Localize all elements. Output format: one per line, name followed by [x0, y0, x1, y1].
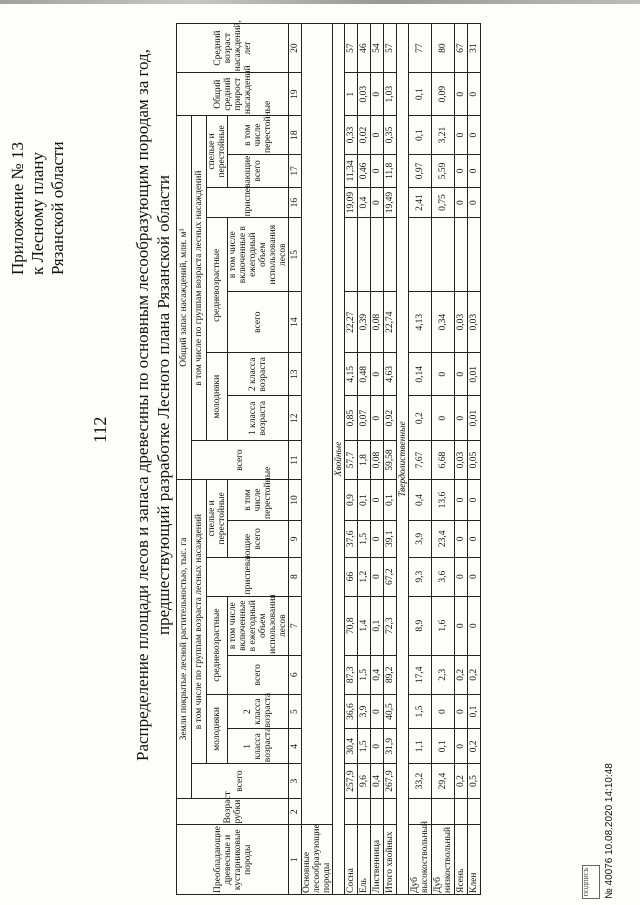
footer-registration — [604, 763, 615, 899]
table-cell: 31,9 — [384, 729, 397, 764]
table-cell: 0 — [468, 187, 481, 218]
header-stock-class1: 1 класса возраста — [228, 396, 289, 441]
table-cell: 0,4 — [358, 187, 371, 218]
table-cell: 0,2 — [455, 764, 468, 799]
table-cell: 1,5 — [358, 655, 371, 694]
header-area-middle-incl: в том числе включенные в ежегодный объем использования лесов — [228, 594, 288, 654]
table-row — [409, 24, 432, 895]
header-growth: Общий средний прирост насаждений — [177, 73, 289, 116]
table-cell: 0,85 — [345, 396, 358, 441]
table-cell: 4,15 — [345, 353, 358, 396]
table-cell: 36,6 — [345, 694, 358, 729]
table-cell: 9,6 — [358, 764, 371, 799]
table-row — [432, 24, 455, 895]
table-cell: 1,2 — [358, 557, 371, 596]
table-cell: 3,9 — [358, 694, 371, 729]
table-cell: 19,09 — [345, 187, 358, 218]
table-cell: 1,1 — [409, 729, 432, 764]
table-row — [358, 24, 371, 895]
table-cell: 0 — [371, 155, 384, 188]
table-cell: 57,7 — [345, 441, 358, 480]
table-cell: 0 — [455, 729, 468, 764]
table-cell: 57 — [384, 24, 397, 73]
col-num: 13 — [289, 353, 302, 396]
col-num: 18 — [289, 116, 302, 155]
table-cell: 0 — [371, 396, 384, 441]
header-stock-total: всего — [192, 441, 289, 480]
header-stock-middle-incl: в том числе включенные в ежегодный объем использования лесов — [228, 218, 289, 292]
table-cell: 0 — [371, 480, 384, 521]
col-num: 11 — [289, 441, 302, 480]
table-cell: 40,5 — [384, 694, 397, 729]
table-cell: 67,2 — [384, 557, 397, 596]
table-cell: 1,8 — [358, 441, 371, 480]
table-cell: 0 — [468, 596, 481, 655]
footer-mark: № — [604, 888, 615, 899]
footer-text: 40076 10.08.2020 14:10:48 — [604, 763, 615, 886]
table-cell: 22,74 — [384, 291, 397, 352]
table-cell: 0 — [455, 73, 468, 116]
header-area-middle-total: всего — [228, 655, 289, 694]
table-body — [302, 24, 481, 895]
table-cell: 0 — [371, 520, 384, 557]
table-cell: 0,9 — [345, 480, 358, 521]
table-cell: 3,6 — [432, 557, 455, 596]
table-cell: 1 — [345, 73, 358, 116]
table-cell: 72,3 — [384, 596, 397, 655]
cut-age — [432, 798, 455, 825]
species-name: Ясень — [455, 825, 468, 895]
table-cell: 0,07 — [358, 396, 371, 441]
header-area-mature-over: в том числе перестойные — [228, 480, 289, 521]
table-cell: 46 — [358, 24, 371, 73]
table-cell: 0,97 — [409, 155, 432, 188]
header-stock-sub: в том числе по группам возраста лесных насаждений — [192, 116, 207, 441]
table-cell: 70,8 — [345, 596, 358, 655]
col-num: 3 — [289, 764, 302, 799]
col-num: 2 — [289, 798, 302, 825]
col-num: 7 — [289, 596, 302, 655]
col-num: 16 — [289, 187, 302, 218]
table-cell: 0,4 — [371, 764, 384, 799]
table-cell: 0 — [455, 353, 468, 396]
table-cell: 57 — [345, 24, 358, 73]
table-cell: 1,4 — [358, 596, 371, 655]
species-name: Ель — [358, 825, 371, 895]
cut-age — [371, 798, 384, 825]
table-cell: 30,4 — [345, 729, 358, 764]
section-hardwood: Твердолиственные — [397, 24, 409, 895]
table-cell: 0,92 — [384, 396, 397, 441]
table-cell: 0,1 — [409, 73, 432, 116]
table-cell: 8,9 — [409, 596, 432, 655]
table-cell: 0,05 — [468, 441, 481, 480]
header-area-young: молодняки — [207, 694, 228, 764]
table-cell: 0,39 — [358, 291, 371, 352]
col-num: 17 — [289, 155, 302, 188]
col-num: 15 — [289, 218, 302, 292]
table-cell: 0,4 — [371, 655, 384, 694]
table-cell: 0,03 — [455, 441, 468, 480]
header-age: Возраст рубки — [177, 798, 289, 825]
table-cell: 0 — [371, 353, 384, 396]
species-name: Сосна — [345, 825, 358, 895]
header-stock-middle: средневозрастные — [207, 218, 228, 353]
table-cell: 67 — [455, 24, 468, 73]
table-cell: 89,2 — [384, 655, 397, 694]
table-cell: 6,68 — [432, 441, 455, 480]
table-cell: 0 — [455, 396, 468, 441]
table-cell: 0 — [455, 480, 468, 521]
table-cell — [358, 218, 371, 292]
col-num: 14 — [289, 291, 302, 352]
table-row — [455, 24, 468, 895]
table-cell: 0,4 — [409, 480, 432, 521]
table-cell: 0 — [468, 73, 481, 116]
table-row — [384, 24, 397, 895]
table-cell — [371, 218, 384, 292]
col-num: 19 — [289, 73, 302, 116]
species-name: Клен — [468, 825, 481, 895]
table-cell: 0,2 — [468, 655, 481, 694]
title-line1: Распределение площади лесов и запаса древесины по основным лесообразующим породам за год, — [133, 49, 152, 761]
header-area-class1: 1 класса возраста — [228, 729, 289, 764]
header-area-sub: в том числе по группам возраста лесных насаждений — [192, 480, 207, 764]
header-mean-age: Средний возраст насаждений, лет — [177, 24, 289, 73]
table-cell: 0 — [468, 520, 481, 557]
cut-age — [468, 798, 481, 825]
table-cell: 0,34 — [432, 291, 455, 352]
table-cell: 22,27 — [345, 291, 358, 352]
table-cell: 5,59 — [432, 155, 455, 188]
table-cell: 0 — [468, 155, 481, 188]
header-stock-class2: 2 класса возраста — [228, 353, 289, 396]
stamp-text: ПОДПИСЬ — [584, 867, 590, 897]
header-area-middle: средневозрастные — [207, 596, 228, 694]
header-stock-mature: спелые и перестойные — [207, 116, 228, 188]
table-cell: 0,01 — [468, 396, 481, 441]
cut-age — [455, 798, 468, 825]
table-cell — [345, 218, 358, 292]
table-cell: 4,63 — [384, 353, 397, 396]
table-cell: 0 — [432, 694, 455, 729]
table-cell: 11,34 — [345, 155, 358, 188]
col-num: 5 — [289, 694, 302, 729]
table-cell: 29,4 — [432, 764, 455, 799]
table-cell: 0,2 — [468, 729, 481, 764]
table-cell: 0,1 — [432, 729, 455, 764]
table-cell: 2,3 — [432, 655, 455, 694]
table-cell: 80 — [432, 24, 455, 73]
table-cell: 0 — [432, 353, 455, 396]
cut-age — [358, 798, 371, 825]
table-cell: 0,46 — [358, 155, 371, 188]
appendix-line1: Приложение № 13 — [8, 142, 27, 275]
header-stock-ripening: приспевающие — [207, 187, 289, 218]
table-cell: 0,1 — [468, 694, 481, 729]
table-cell: 0 — [455, 520, 468, 557]
table-cell: 0,03 — [455, 291, 468, 352]
table-cell: 0,48 — [358, 353, 371, 396]
table-cell: 0,1 — [371, 596, 384, 655]
table-row — [345, 24, 358, 895]
table-cell: 0 — [455, 694, 468, 729]
table-cell: 0,08 — [371, 291, 384, 352]
table-cell: 0 — [371, 694, 384, 729]
table-cell: 77 — [409, 24, 432, 73]
table-cell: 0,14 — [409, 353, 432, 396]
table-cell: 0 — [455, 187, 468, 218]
table-cell: 0 — [468, 116, 481, 155]
table-cell: 0,09 — [432, 73, 455, 116]
table-cell: 0 — [455, 557, 468, 596]
table-cell: 0 — [432, 396, 455, 441]
table-cell: 54 — [371, 24, 384, 73]
table-cell: 0,01 — [468, 353, 481, 396]
table-cell: 0 — [371, 73, 384, 116]
species-name: Итого хвойных — [384, 825, 397, 895]
table-cell: 4,13 — [409, 291, 432, 352]
table-cell: 59,58 — [384, 441, 397, 480]
table-cell: 0 — [371, 116, 384, 155]
title-line2: предшествующий разработке Лесного плана Рязанской области — [154, 174, 173, 636]
main-species-row — [302, 24, 333, 895]
table-cell: 3,9 — [409, 520, 432, 557]
table-cell: 0 — [455, 596, 468, 655]
header-stock-middle-total: всего — [228, 291, 289, 352]
table-cell: 0 — [371, 729, 384, 764]
table-cell: 13,6 — [432, 480, 455, 521]
table-cell: 39,1 — [384, 520, 397, 557]
appendix-line2: к Лесному плану — [28, 152, 47, 275]
table-cell: 0,33 — [345, 116, 358, 155]
col-num: 6 — [289, 655, 302, 694]
table-cell: 0,03 — [358, 73, 371, 116]
section-row — [397, 24, 409, 895]
table-cell: 0,1 — [384, 480, 397, 521]
table-cell: 9,3 — [409, 557, 432, 596]
header-stock-mature-over: в том числе перестойные — [228, 116, 289, 155]
main-species-label: Основные лесообразующие породы — [302, 824, 332, 893]
header-area-class2: 2 класса возраста — [228, 694, 289, 729]
table-cell: 0,2 — [455, 655, 468, 694]
table-cell: 0,2 — [409, 396, 432, 441]
table-cell: 66 — [345, 557, 358, 596]
col-num: 9 — [289, 520, 302, 557]
col-num: 1 — [289, 825, 302, 895]
table-cell: 1,5 — [358, 729, 371, 764]
table-cell: 31 — [468, 24, 481, 73]
cut-age — [345, 798, 358, 825]
table-cell: 257,9 — [345, 764, 358, 799]
table-cell: 87,3 — [345, 655, 358, 694]
species-name: Дуб высокоствольный — [410, 821, 430, 893]
page-number: 112 — [90, 416, 110, 443]
col-num: 4 — [289, 729, 302, 764]
table-cell: 17,4 — [409, 655, 432, 694]
table-cell: 0,1 — [358, 480, 371, 521]
header-species: Преобладающие древесные и кустарниковые породы — [177, 825, 289, 895]
col-num: 8 — [289, 557, 302, 596]
col-num: 20 — [289, 24, 302, 73]
header-area-group: Земли покрытые лесной растительностью, тыс. га — [177, 480, 192, 799]
header-stock-group: Общий запас насаждений, млн. м³ — [177, 116, 192, 480]
table-cell: 0,08 — [371, 441, 384, 480]
header-stock-mature-total: всего — [228, 155, 289, 188]
table-cell: 1,5 — [358, 520, 371, 557]
table-cell — [432, 218, 455, 292]
table-cell: 0,5 — [468, 764, 481, 799]
document-title — [132, 25, 174, 785]
section-row — [333, 24, 345, 895]
table-cell: 0 — [468, 480, 481, 521]
table-cell: 0 — [371, 187, 384, 218]
table-cell: 37,6 — [345, 520, 358, 557]
table-row — [371, 24, 384, 895]
table-cell: 19,49 — [384, 187, 397, 218]
table-cell: 0 — [455, 155, 468, 188]
table-cell: 3,21 — [432, 116, 455, 155]
table-cell: 0,75 — [432, 187, 455, 218]
main-species-empty — [302, 24, 333, 826]
table-cell: 0,1 — [409, 116, 432, 155]
signature-stamp — [582, 865, 600, 899]
section-coniferous: Хвойные — [333, 24, 345, 895]
table-row — [468, 24, 481, 895]
header-area-mature: спелые и перестойные — [207, 480, 228, 558]
table-cell: 2,41 — [409, 187, 432, 218]
table-cell: 0 — [371, 557, 384, 596]
column-number-row — [289, 24, 302, 895]
table-cell: 33,2 — [409, 764, 432, 799]
table-cell: 0 — [468, 557, 481, 596]
appendix-heading — [8, 141, 68, 275]
table-cell: 1,03 — [384, 73, 397, 116]
table-cell: 23,4 — [432, 520, 455, 557]
header-area-mature-total: всего — [228, 520, 289, 557]
species-name: Дуб низкоствольный — [433, 826, 453, 893]
cut-age — [384, 798, 397, 825]
species-name: Лиственница — [371, 825, 384, 895]
col-num: 10 — [289, 480, 302, 521]
table-cell: 11,8 — [384, 155, 397, 188]
table-cell: 1,5 — [409, 694, 432, 729]
table-cell — [455, 218, 468, 292]
header-area-ripening: приспевающие — [207, 557, 289, 596]
table-cell — [384, 218, 397, 292]
table-cell: 7,67 — [409, 441, 432, 480]
appendix-line3: Рязанской области — [48, 141, 67, 275]
header-area-total: всего — [192, 764, 289, 799]
table-cell: 267,9 — [384, 764, 397, 799]
table-cell: 1,6 — [432, 596, 455, 655]
table-cell: 0 — [455, 116, 468, 155]
header-stock-young: молодняки — [207, 353, 228, 441]
forest-stock-table — [176, 20, 481, 895]
table-cell: 0,03 — [468, 291, 481, 352]
table-cell: 0,35 — [384, 116, 397, 155]
table-cell — [468, 218, 481, 292]
col-num: 12 — [289, 396, 302, 441]
table-cell: 0,02 — [358, 116, 371, 155]
table-cell — [409, 218, 432, 292]
